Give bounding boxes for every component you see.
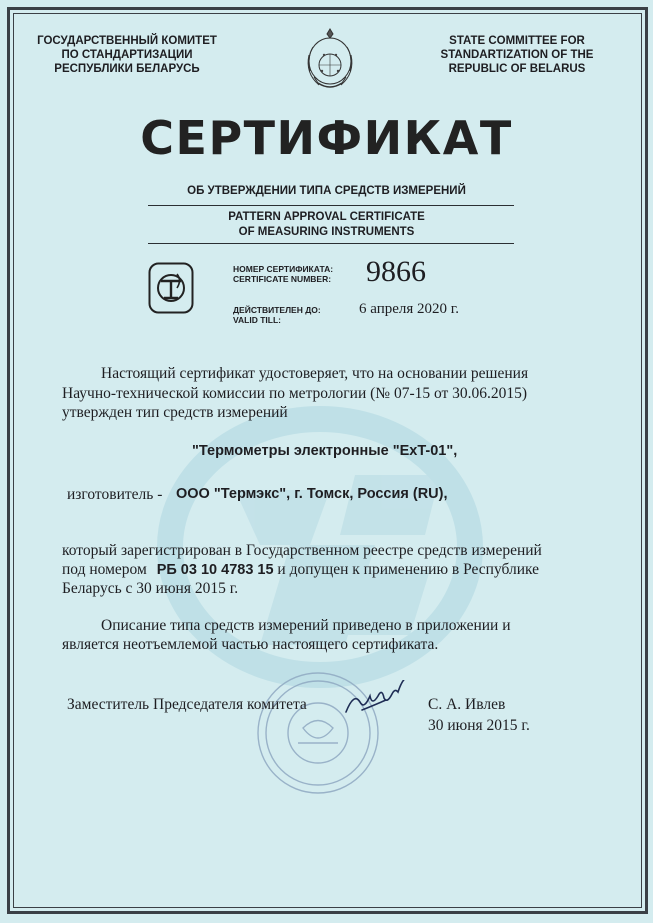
- body-line: Научно-технической комиссии по метрологии (№ 07-15 от 30.06.2015): [62, 385, 528, 402]
- label-en: VALID TILL:: [233, 315, 281, 325]
- valid-till-date: 6 апреля 2020 г.: [359, 301, 459, 317]
- divider: [148, 205, 514, 206]
- instrument-name: "Термометры электронные "ExT-01",: [192, 443, 458, 459]
- label-en: CERTIFICATE NUMBER:: [233, 274, 332, 284]
- body-line: утвержден тип средств измерений: [62, 404, 288, 421]
- signatory-position: Заместитель Председателя комитета: [67, 696, 307, 713]
- document-title: СЕРТИФИКАТ: [140, 111, 513, 165]
- certificate-number-label: [233, 264, 333, 284]
- body-line: Настоящий сертификат удостоверяет, что на основании решения: [101, 365, 529, 382]
- subtitle-en: [0, 210, 653, 240]
- valid-till-label: [233, 305, 321, 325]
- header-line: STATE COMMITTEE FOR: [449, 35, 585, 47]
- body-line: является неотъемлемой частью настоящего сертификата.: [62, 636, 439, 653]
- registry-number: РБ 03 10 4783 15: [156, 562, 274, 578]
- manufacturer-label: изготовитель -: [67, 486, 163, 503]
- label-ru: НОМЕР СЕРТИФИКАТА:: [233, 264, 334, 274]
- body-line: Описание типа средств измерений приведено в приложении и: [101, 617, 511, 634]
- handwritten-signature: [342, 680, 410, 720]
- subtitle-en-line: PATTERN APPROVAL CERTIFICATE: [228, 211, 425, 223]
- header-committee-ru: [32, 34, 222, 76]
- manufacturer-name: ООО "Термэкс", г. Томск, Россия (RU),: [176, 486, 448, 502]
- belarus-coat-of-arms-icon: [300, 25, 360, 93]
- label-ru: ДЕЙСТВИТЕЛЕН ДО:: [233, 305, 321, 315]
- divider: [148, 243, 514, 244]
- signature-date: 30 июня 2015 г.: [428, 717, 530, 734]
- certificate-number: 9866: [366, 255, 426, 288]
- subtitle-ru: ОБ УТВЕРЖДЕНИИ ТИПА СРЕДСТВ ИЗМЕРЕНИЙ: [187, 185, 466, 197]
- header-line: REPUBLIC OF BELARUS: [448, 63, 586, 75]
- gosstandart-logo-icon: [148, 262, 194, 314]
- header-line: ГОСУДАРСТВЕННЫЙ КОМИТЕТ: [37, 35, 217, 47]
- body-line: [62, 560, 539, 580]
- subtitle-en-line: OF MEASURING INSTRUMENTS: [238, 226, 415, 238]
- header-committee-en: [422, 34, 612, 76]
- body-text: под номером: [62, 561, 147, 578]
- header-line: STANDARTIZATION OF THE: [440, 49, 594, 61]
- body-text: и допущен к применению в Республике: [277, 561, 540, 578]
- header-line: РЕСПУБЛИКИ БЕЛАРУСЬ: [54, 63, 200, 75]
- body-line: Беларусь с 30 июня 2015 г.: [62, 580, 239, 597]
- signatory-name: С. А. Ивлев: [428, 696, 506, 713]
- body-line: который зарегистрирован в Государственном реестре средств измерений: [62, 542, 542, 559]
- header-line: ПО СТАНДАРТИЗАЦИИ: [61, 49, 193, 61]
